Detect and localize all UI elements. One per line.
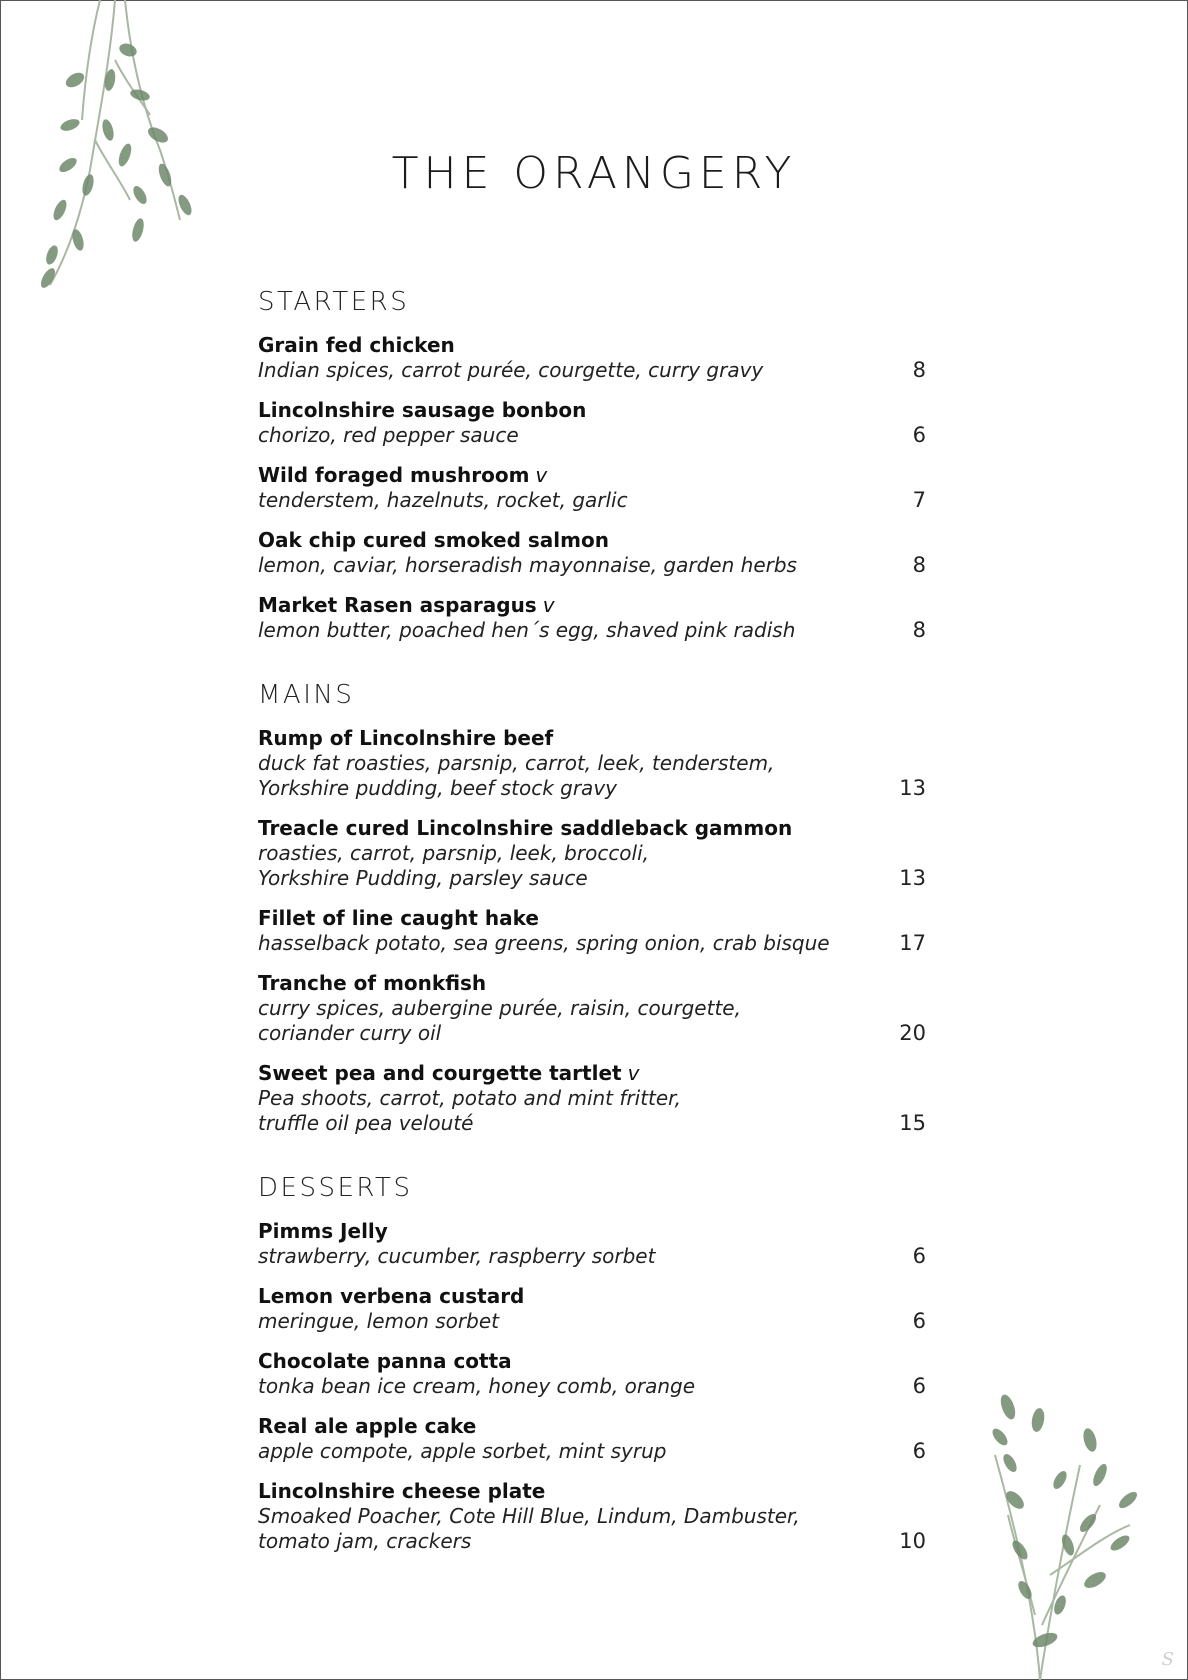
item-description: hasselback potato, sea greens, spring onion, crab bisque xyxy=(258,931,830,955)
menu-item xyxy=(258,1283,938,1334)
item-name: Treacle cured Lincolnshire saddleback gammon xyxy=(258,816,793,840)
item-name: Tranche of monkfish xyxy=(258,971,487,995)
eucalyptus-sprig-bottom-decoration xyxy=(980,1375,1160,1680)
item-description: apple compote, apple sorbet, mint syrup xyxy=(258,1439,667,1463)
item-name: Chocolate panna cotta xyxy=(258,1349,512,1373)
item-price: 17 xyxy=(899,931,926,955)
restaurant-title: THE ORANGERY xyxy=(391,148,797,199)
menu-item xyxy=(258,527,938,578)
item-price: 8 xyxy=(912,358,926,382)
menu-item xyxy=(258,462,938,513)
menu-item xyxy=(258,815,938,891)
item-name: Rump of Lincolnshire beef xyxy=(258,726,554,750)
item-name-row xyxy=(258,1348,938,1374)
item-price: 10 xyxy=(899,1529,926,1553)
item-name-row xyxy=(258,725,938,751)
section-title: DESSERTS xyxy=(258,1173,413,1203)
vegetarian-marker: v xyxy=(627,1061,640,1085)
vegetarian-marker: v xyxy=(542,593,555,617)
item-name-row xyxy=(258,527,938,553)
item-name: Wild foraged mushroom xyxy=(258,463,530,487)
item-name-row xyxy=(258,1283,938,1309)
item-name: Grain fed chicken xyxy=(258,333,455,357)
item-price: 6 xyxy=(912,1244,926,1268)
menu-section-mains xyxy=(258,679,938,1136)
item-description: duck fat roasties, parsnip, carrot, leek, tenderstem, Yorkshire pudding, beef stock gravy xyxy=(258,751,775,800)
item-name: Lemon verbena custard xyxy=(258,1284,525,1308)
item-name: Sweet pea and courgette tartlet xyxy=(258,1061,622,1085)
item-price: 6 xyxy=(912,1309,926,1333)
item-name-row xyxy=(258,592,938,618)
item-description: lemon, caviar, horseradish mayonnaise, garden herbs xyxy=(258,553,797,577)
item-price: 8 xyxy=(912,618,926,642)
item-price: 13 xyxy=(899,776,926,800)
item-description: Pea shoots, carrot, potato and mint fritter, truffle oil pea velouté xyxy=(258,1086,681,1135)
menu-item xyxy=(258,1413,938,1464)
menu-item xyxy=(258,905,938,956)
item-price: 15 xyxy=(899,1111,926,1135)
item-price: 6 xyxy=(912,1439,926,1463)
menu-item xyxy=(258,970,938,1046)
item-description: Indian spices, carrot purée, courgette, curry gravy xyxy=(258,358,764,382)
item-name-row xyxy=(258,1218,938,1244)
item-name: Oak chip cured smoked salmon xyxy=(258,528,609,552)
menu-section-desserts xyxy=(258,1172,938,1554)
item-name-row xyxy=(258,397,938,423)
item-description: lemon butter, poached hen´s egg, shaved pink radish xyxy=(258,618,796,642)
menu-item xyxy=(258,592,938,643)
item-name-row xyxy=(258,1060,938,1086)
item-name: Fillet of line caught hake xyxy=(258,906,539,930)
item-name-row xyxy=(258,462,938,488)
item-price: 6 xyxy=(912,423,926,447)
vegetarian-marker: v xyxy=(535,463,548,487)
menu-section-starters xyxy=(258,286,938,643)
item-description: strawberry, cucumber, raspberry sorbet xyxy=(258,1244,656,1268)
item-name: Lincolnshire cheese plate xyxy=(258,1479,546,1503)
item-description: meringue, lemon sorbet xyxy=(258,1309,499,1333)
item-name: Pimms Jelly xyxy=(258,1219,388,1243)
item-name-row xyxy=(258,332,938,358)
section-title: MAINS xyxy=(258,680,355,710)
item-name-row xyxy=(258,905,938,931)
item-name: Market Rasen asparagus xyxy=(258,593,537,617)
item-name: Real ale apple cake xyxy=(258,1414,477,1438)
menu-item xyxy=(258,1218,938,1269)
item-description: Smoaked Poacher, Cote Hill Blue, Lindum, Dambuster, tomato jam, crackers xyxy=(258,1504,800,1553)
item-name: Lincolnshire sausage bonbon xyxy=(258,398,587,422)
item-name-row xyxy=(258,815,938,841)
item-price: 7 xyxy=(912,488,926,512)
menu-item xyxy=(258,725,938,801)
item-description: chorizo, red pepper sauce xyxy=(258,423,519,447)
menu-item xyxy=(258,1348,938,1399)
item-description: tenderstem, hazelnuts, rocket, garlic xyxy=(258,488,628,512)
menu-item xyxy=(258,397,938,448)
menu-body xyxy=(258,286,938,1590)
item-name-row xyxy=(258,1413,938,1439)
corner-watermark: S xyxy=(1161,1649,1174,1670)
item-description: curry spices, aubergine purée, raisin, courgette, coriander curry oil xyxy=(258,996,741,1045)
item-price: 6 xyxy=(912,1374,926,1398)
item-name-row xyxy=(258,970,938,996)
item-description: roasties, carrot, parsnip, leek, broccoli, Yorkshire Pudding, parsley sauce xyxy=(258,841,650,890)
item-price: 20 xyxy=(899,1021,926,1045)
item-description: tonka bean ice cream, honey comb, orange xyxy=(258,1374,696,1398)
menu-item xyxy=(258,1060,938,1136)
item-price: 13 xyxy=(899,866,926,890)
menu-item xyxy=(258,1478,938,1554)
item-price: 8 xyxy=(912,553,926,577)
item-name-row xyxy=(258,1478,938,1504)
section-title: STARTERS xyxy=(258,287,410,317)
menu-item xyxy=(258,332,938,383)
